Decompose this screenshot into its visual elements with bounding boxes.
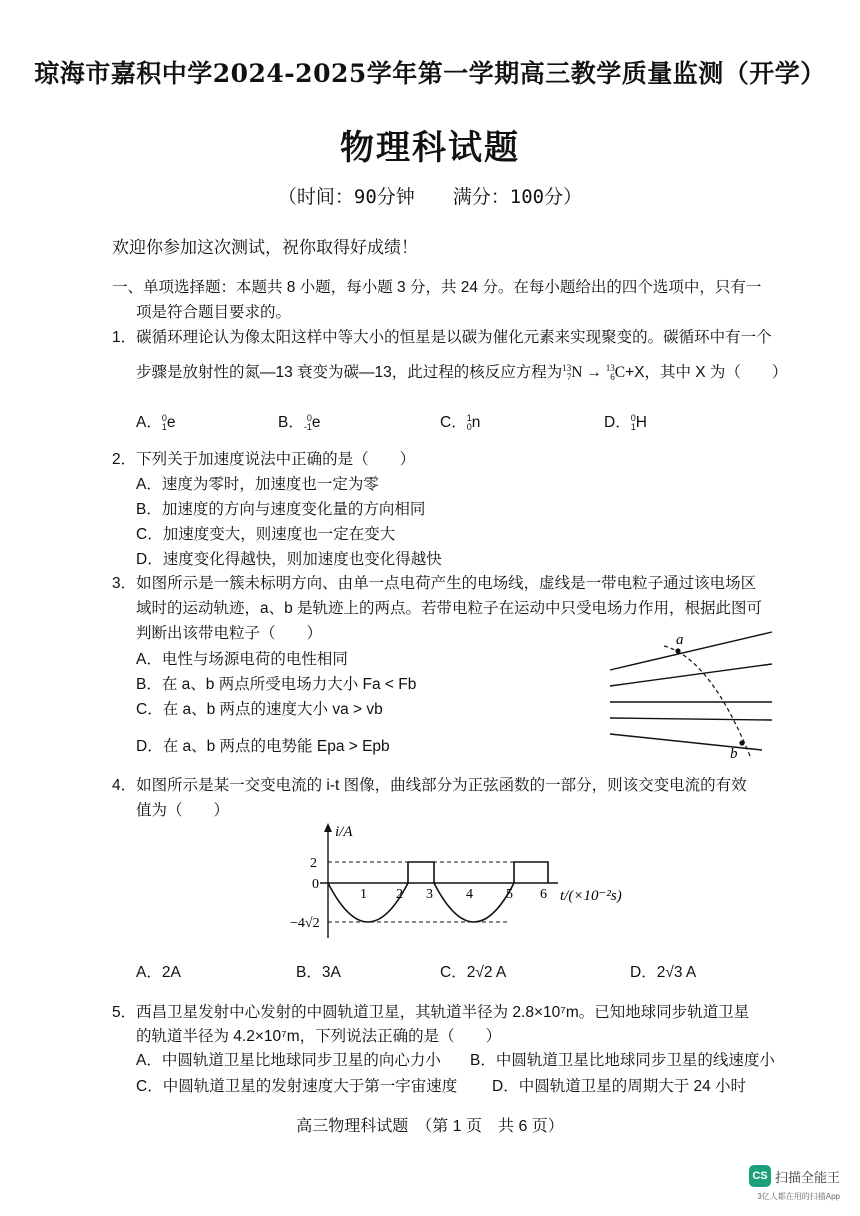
q5-option-d[interactable]: D．中圆轨道卫星的周期大于 24 小时 <box>492 1078 747 1095</box>
q3-stem-line1: 3．如图所示是一簇未标明方向、由单一点电荷产生的电场线，虚线是一带电粒子通过该电场区 <box>112 575 757 592</box>
welcome-message: 欢迎你参加这次测试，祝你取得好成绩！ <box>112 238 418 257</box>
x-tick-6: 6 <box>540 887 547 902</box>
q2-option-a[interactable]: A．速度为零时，加速度也一定为零 <box>136 476 379 493</box>
q3-option-b[interactable]: B．在 a、b 两点所受电场力大小 Fa < Fb <box>136 676 417 693</box>
q3-stem-line2: 域时的运动轨迹，a、b 是轨迹上的两点。若带电粒子在运动中只受电场力作用，根据此图可 <box>136 600 763 617</box>
q2-option-d[interactable]: D．速度变化得越快，则加速度也变化得越快 <box>136 551 442 568</box>
origin-label: 0 <box>312 877 319 892</box>
scanner-slogan: 3亿人都在用的扫描App <box>757 1192 840 1201</box>
exam-time-info: （时间：90分钟 满分：100分） <box>277 186 583 208</box>
q5-stem-line1: 5．西昌卫星发射中心发射的中圆轨道卫星，其轨道半径为 2.8×10⁷m。已知地球同步轨道卫星 <box>112 1004 750 1021</box>
q3-stem-line3: 判断出该带电粒子（ ） <box>136 625 323 642</box>
scanner-logo-icon: CS <box>749 1165 771 1187</box>
point-a-marker <box>675 648 680 653</box>
y-tick-positive: 2 <box>310 856 317 871</box>
exam-subject-title: 物理科试题 <box>340 128 520 168</box>
q1-stem-line1: 1．碳循环理论认为像太阳这样中等大小的恒星是以碳为催化元素来实现聚变的。碳循环中有一个 <box>112 329 772 346</box>
q1-option-b[interactable]: B． 0 -1e <box>278 412 321 432</box>
x-tick-2: 2 <box>396 887 403 902</box>
field-line-4 <box>610 718 772 720</box>
x-tick-1: 1 <box>360 887 367 902</box>
field-line-5 <box>610 734 762 750</box>
point-a-label: a <box>676 632 684 648</box>
q4-option-c[interactable]: C．2√2 A <box>440 964 507 981</box>
q2-stem: 2．下列关于加速度说法中正确的是（ ） <box>112 451 416 468</box>
point-b-marker <box>739 740 744 745</box>
q2-option-c[interactable]: C．加速度变大，则速度也一定在变大 <box>136 526 396 543</box>
field-line-1 <box>610 632 772 670</box>
q1-option-a[interactable]: A．0 1e <box>136 412 176 432</box>
sine-segment-2 <box>434 883 514 922</box>
q4-it-graph <box>290 820 670 945</box>
q5-option-b[interactable]: B．中圆轨道卫星比地球同步卫星的线速度小 <box>470 1052 775 1069</box>
q5-stem-line2: 的轨道半径为 4.2×10⁷m，下列说法正确的是（ ） <box>136 1028 502 1045</box>
exam-header-title: 琼海市嘉积中学2024-2025学年第一学期高三教学质量监测（开学） <box>34 59 826 88</box>
x-tick-3: 3 <box>426 887 433 902</box>
scanner-app-name: 扫描全能王 <box>774 1169 840 1185</box>
scanner-watermark <box>749 1165 840 1201</box>
q5-option-a[interactable]: A．中圆轨道卫星比地球同步卫星的向心力小 <box>136 1052 441 1069</box>
y-tick-negative: −4√2 <box>290 916 320 931</box>
q1-equation: 13 7N → 13 6C <box>562 363 626 383</box>
particle-trajectory <box>664 646 750 756</box>
section-instructions-line1: 一、单项选择题：本题共 8 小题，每小题 3 分，共 24 分。在每小题给出的四个选项中，只有一 <box>112 279 762 296</box>
page-footer: 高三物理科试题 （第 1 页 共 6 页） <box>296 1118 564 1135</box>
square-segment-2 <box>514 862 548 883</box>
y-axis-arrow <box>324 823 332 832</box>
q4-option-b[interactable]: B．3A <box>296 964 341 981</box>
q3-option-a[interactable]: A．电性与场源电荷的电性相同 <box>136 651 348 668</box>
q3-option-d[interactable]: D．在 a、b 两点的电势能 Epa > Epb <box>136 738 390 755</box>
square-segment-1 <box>408 862 434 883</box>
section-instructions-line2: 项是符合题目要求的。 <box>136 304 292 321</box>
q1-stem-line2: 步骤是放射性的氮—13 衰变为碳—13，此过程的核反应方程为13 7N → 13 6C+X，其中 X 为（ ） <box>136 363 788 383</box>
q4-stem-line1: 4．如图所示是某一交变电流的 i-t 图像，曲线部分为正弦函数的一部分，则该交变电流的有效 <box>112 777 747 794</box>
x-tick-5: 5 <box>506 887 513 902</box>
q1-option-d[interactable]: D．0 1H <box>604 412 647 432</box>
q4-option-d[interactable]: D．2√3 A <box>630 964 697 981</box>
q4-option-a[interactable]: A．2A <box>136 964 181 981</box>
x-tick-4: 4 <box>466 887 473 902</box>
q1-option-c[interactable]: C．1 0n <box>440 412 481 432</box>
point-b-label: b <box>730 746 738 762</box>
field-line-2 <box>610 664 772 686</box>
y-axis-label: i/A <box>335 824 353 840</box>
q3-option-c[interactable]: C．在 a、b 两点的速度大小 va > vb <box>136 701 383 718</box>
q2-option-b[interactable]: B．加速度的方向与速度变化量的方向相同 <box>136 501 426 518</box>
q4-stem-line2: 值为（ ） <box>136 802 230 819</box>
q5-option-c[interactable]: C．中圆轨道卫星的发射速度大于第一宇宙速度 <box>136 1078 458 1095</box>
x-axis-label: t/(×10⁻²s) <box>560 888 622 904</box>
q3-field-line-figure <box>600 628 790 768</box>
